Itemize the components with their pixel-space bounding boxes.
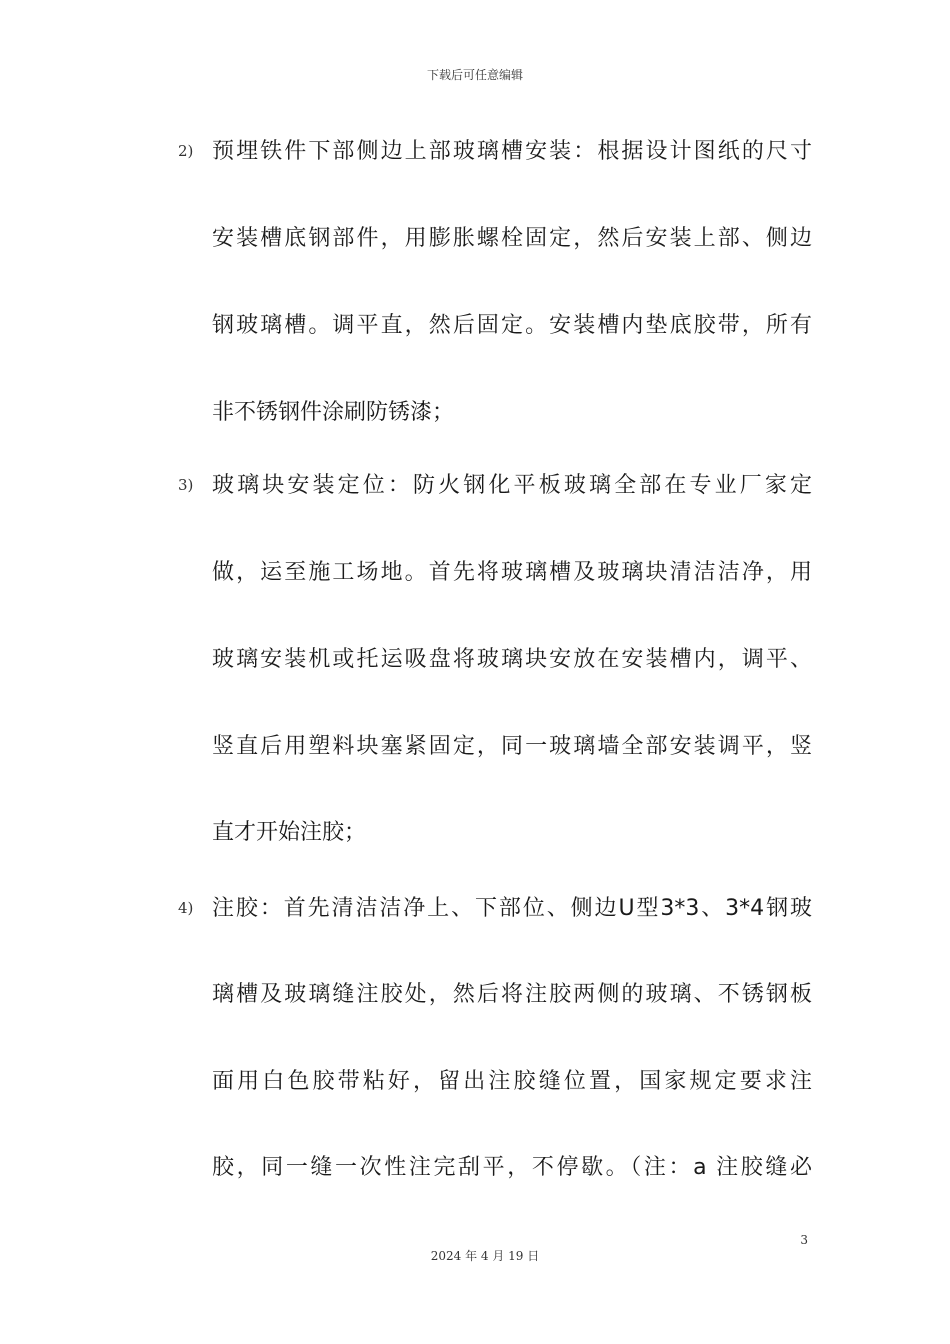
paragraph-line: 面用白色胶带粘好，留出注胶缝位置，国家规定要求注 <box>212 1069 812 1094</box>
paragraph-line: 非不锈钢件涂刷防锈漆； <box>212 400 455 425</box>
paragraph-line: 预埋铁件下部侧边上部玻璃槽安装：根据设计图纸的尺寸 <box>212 139 812 164</box>
paragraph-line: 注胶：首先清洁洁净上、下部位、侧边U型3*3、3*4钢玻 <box>212 896 812 921</box>
paragraph-line: 做，运至施工场地。首先将玻璃槽及玻璃块清洁洁净，用 <box>212 560 812 585</box>
paragraph-line: 胶，同一缝一次性注完刮平，不停歇。（注：a 注胶缝必 <box>212 1155 812 1180</box>
paragraph-line: 安装槽底钢部件，用膨胀螺栓固定，然后安装上部、侧边 <box>212 226 812 251</box>
paragraph-line: 璃槽及玻璃缝注胶处，然后将注胶两侧的玻璃、不锈钢板 <box>212 982 812 1007</box>
paragraph-line: 竖直后用塑料块塞紧固定，同一玻璃墙全部安装调平，竖 <box>212 734 812 759</box>
paragraph-line: 直才开始注胶； <box>212 820 367 845</box>
paragraph-line: 玻璃块安装定位：防火钢化平板玻璃全部在专业厂家定 <box>212 473 812 498</box>
item-number: 3) <box>178 476 194 494</box>
item-number: 2) <box>178 142 194 160</box>
item-number: 4) <box>178 899 194 917</box>
paragraph-line: 钢玻璃槽。调平直，然后固定。安装槽内垫底胶带，所有 <box>212 313 812 338</box>
footer-date: 2024 年 4 月 19 日 <box>430 1249 540 1263</box>
page-number: 3 <box>800 1233 808 1247</box>
paragraph-line: 玻璃安装机或托运吸盘将玻璃块安放在安装槽内，调平、 <box>212 647 812 672</box>
page-header: 下载后可任意编辑 <box>426 68 523 82</box>
